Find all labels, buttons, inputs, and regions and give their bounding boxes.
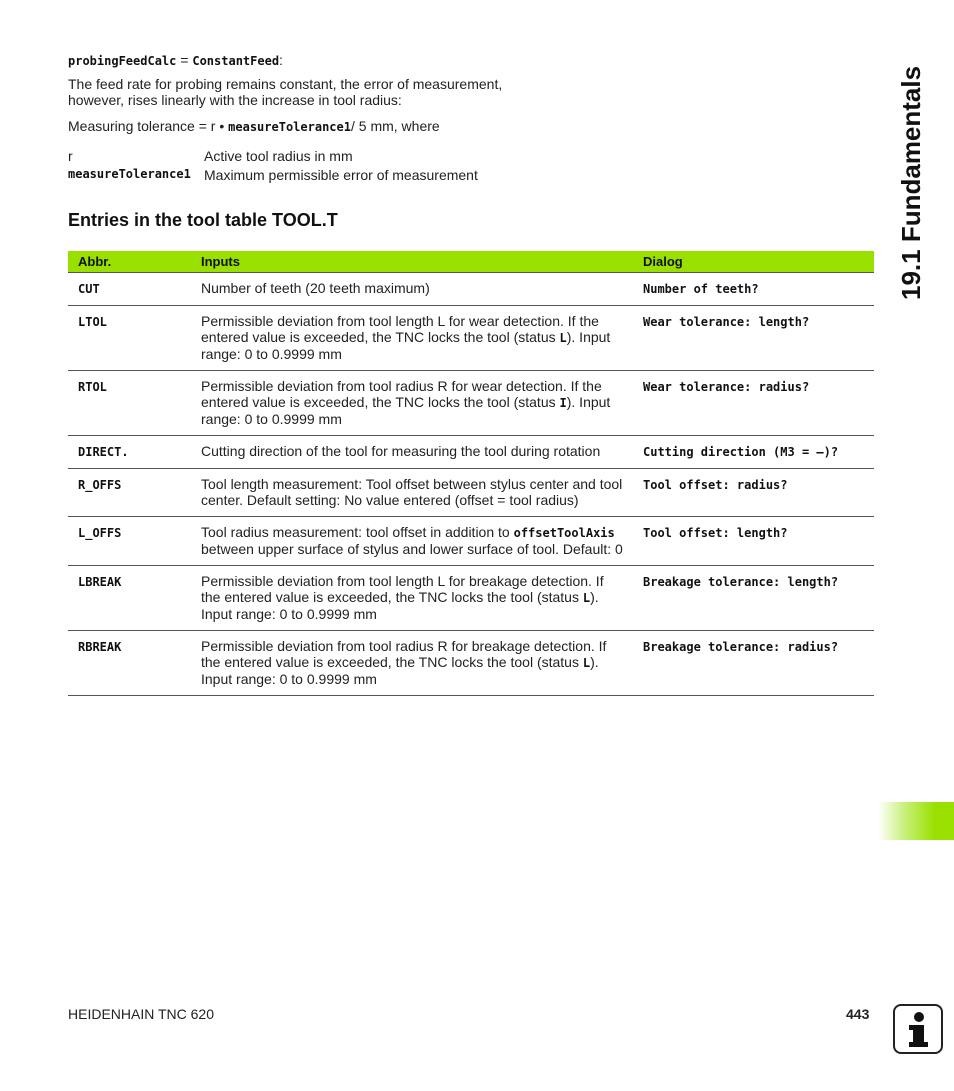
inputs-code: L (582, 656, 591, 670)
definition-row (68, 167, 568, 183)
inputs-cell (191, 566, 633, 631)
inputs-cell (191, 631, 633, 696)
chapter-tab-marker (878, 802, 954, 840)
formula-code: measureTolerance1 (228, 120, 351, 134)
table-row (68, 631, 874, 696)
inputs-text: Tool length measurement: Tool offset between stylus center and tool center. Default setting: No value entered (offset = tool radius) (201, 476, 623, 508)
header-abbr: Abbr. (68, 251, 191, 273)
abbr-cell: LTOL (78, 315, 107, 329)
intro-heading (68, 52, 283, 68)
table-row (68, 436, 874, 469)
abbr-cell: CUT (78, 282, 100, 296)
header-inputs: Inputs (191, 251, 633, 273)
dialog-cell: Wear tolerance: length? (643, 315, 810, 329)
dialog-cell: Breakage tolerance: radius? (643, 640, 839, 654)
intro-colon: : (279, 52, 283, 68)
inputs-cell (191, 517, 633, 566)
section-heading: Entries in the tool table TOOL.T (68, 210, 338, 230)
table-header-row (68, 251, 874, 273)
intro-eq: = (176, 52, 193, 68)
footer-product: HEIDENHAIN TNC 620 (68, 1006, 215, 1022)
page-number: 443 (846, 1006, 870, 1022)
definition-row (68, 148, 568, 164)
definition-desc: Maximum permissible error of measurement (204, 167, 478, 183)
inputs-text: Permissible deviation from tool radius R for breakage detection. If the entered value is exceeded, the TNC locks the tool (status (201, 638, 607, 670)
inputs-code: I (559, 396, 567, 410)
inputs-text: between upper surface of stylus and lower surface of tool. Default: 0 (201, 541, 623, 557)
table-row (68, 371, 874, 436)
dialog-cell: Breakage tolerance: length? (643, 575, 839, 589)
dialog-cell: Wear tolerance: radius? (643, 380, 810, 394)
inputs-text: Permissible deviation from tool radius R for wear detection. If the entered value is exceeded, the TNC locks the tool (status (201, 378, 602, 410)
formula-text-a: Measuring tolerance = r • (68, 118, 229, 134)
header-dialog: Dialog (633, 251, 874, 273)
inputs-text: ). Input range: 0 to 0.9999 mm (201, 329, 611, 362)
table-row (68, 469, 874, 517)
inputs-code: L (582, 591, 591, 605)
inputs-text: Permissible deviation from tool length L for wear detection. If the entered value is exceeded, the TNC locks the tool (status (201, 313, 599, 345)
inputs-text: Cutting direction of the tool for measuring the tool during rotation (201, 443, 601, 459)
table-row (68, 273, 874, 306)
abbr-cell: LBREAK (78, 575, 122, 589)
dialog-cell: Tool offset: radius? (643, 478, 788, 492)
inputs-text: Tool radius measurement: tool offset in addition to (201, 524, 514, 540)
definition-term: measureTolerance1 (68, 167, 191, 181)
abbr-cell: DIRECT. (78, 445, 129, 459)
formula-paragraph (68, 118, 440, 134)
inputs-code: offsetToolAxis (513, 526, 615, 540)
inputs-text: Number of teeth (20 teeth maximum) (201, 280, 430, 296)
abbr-cell: R_OFFS (78, 478, 122, 492)
inputs-code: L (559, 331, 567, 345)
inputs-text: ). Input range: 0 to 0.9999 mm (201, 589, 599, 622)
inputs-text: ). Input range: 0 to 0.9999 mm (201, 654, 599, 687)
table-row (68, 517, 874, 566)
abbr-cell: L_OFFS (78, 526, 122, 540)
tool-table (68, 251, 874, 696)
definition-desc: Active tool radius in mm (204, 148, 353, 164)
inputs-text: Permissible deviation from tool length L for breakage detection. If the entered value is exceeded, the TNC locks the tool (status (201, 573, 604, 605)
dialog-cell: Cutting direction (M3 = –)? (643, 445, 839, 459)
dialog-cell: Number of teeth? (643, 282, 759, 296)
info-glyph-icon (895, 1006, 941, 1052)
inputs-cell (191, 273, 633, 306)
intro-code-a: probingFeedCalc (68, 54, 177, 68)
inputs-text: ). Input range: 0 to 0.9999 mm (201, 394, 611, 427)
definition-term: r (68, 148, 73, 164)
table-row (68, 566, 874, 631)
dialog-cell: Tool offset: length? (643, 526, 788, 540)
inputs-cell (191, 436, 633, 469)
intro-paragraph: The feed rate for probing remains constant, the error of measurement, however, rises linearly with the increase in tool radius: (68, 76, 503, 108)
intro-code-b: ConstantFeed (192, 54, 280, 68)
formula-text-b: / 5 mm, where (350, 118, 440, 134)
table-row (68, 306, 874, 371)
inputs-cell (191, 306, 633, 371)
inputs-cell (191, 469, 633, 517)
inputs-cell (191, 371, 633, 436)
abbr-cell: RTOL (78, 380, 107, 394)
chapter-side-title: 19.1 Fundamentals (896, 65, 926, 300)
info-icon (893, 1004, 943, 1054)
abbr-cell: RBREAK (78, 640, 122, 654)
